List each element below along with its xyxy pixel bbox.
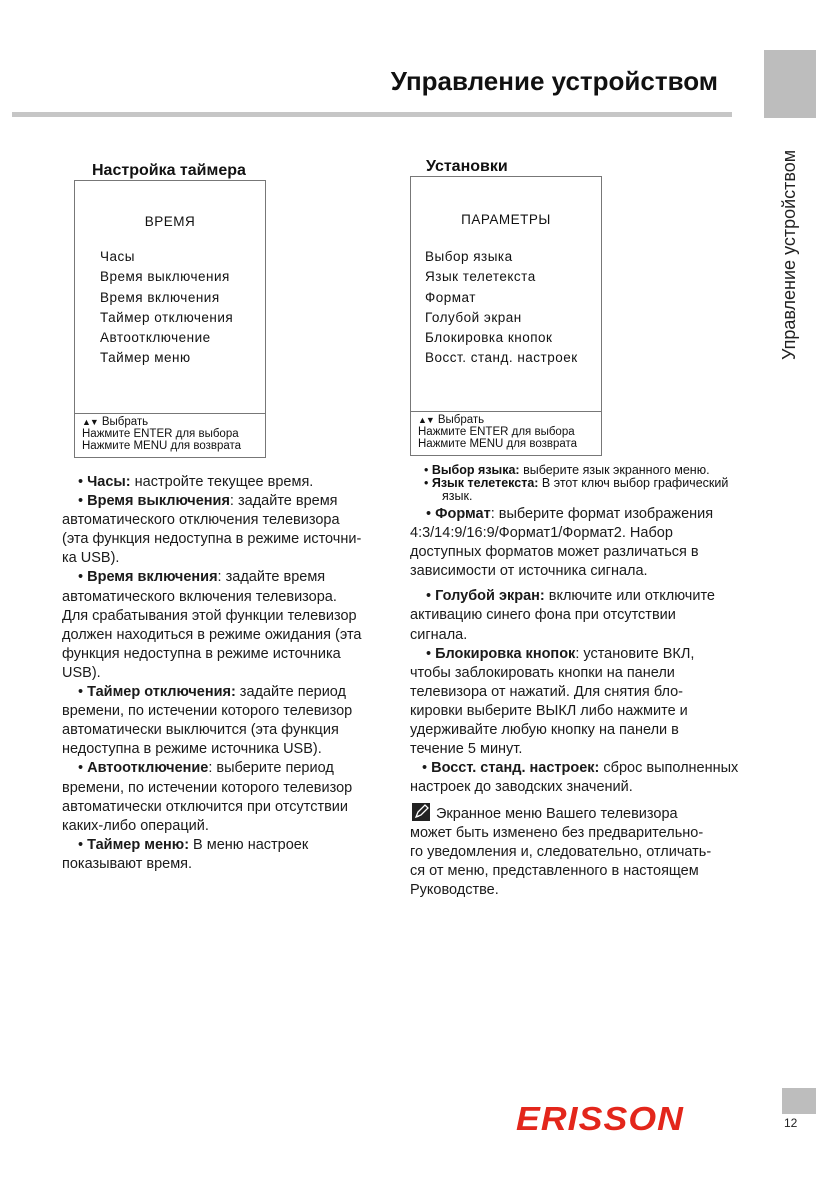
menu-item[interactable]: Язык телетекста: [425, 269, 536, 285]
menu-item[interactable]: Время выключения: [100, 269, 230, 285]
brand-logo: ERISSON: [516, 1100, 684, 1137]
settings-menu-heading: ПАРАМЕТРЫ: [461, 212, 551, 227]
menu-hint: Нажмите MENU для возврата: [418, 438, 578, 450]
page-number: 12: [784, 1116, 798, 1130]
paragraph: • Голубой экран: включите или отключите: [426, 588, 715, 605]
settings-menu-box: [410, 176, 602, 456]
timer-description: • Часы: настройте текущее время. • Время выключения: задайте время автоматического отключения телевизора (эта функция недоступна в режиме источни- ка USB). • Время включения: задайте время автоматического включения телевизора. Для срабатывания этой функции телевизор должен находиться в режиме ожидания (эта функция недоступна в режиме источника USB). • Таймер отключения: задайте период времени, по истечении которого телевизор автоматически выключится (эта функция недоступна в режиме источника USB). • Автоотключение: выберите период времени, по истечении которого телевизор автоматически отключится при отсутствии каких-либо операций. • Таймер меню: В меню настроек показывают время.: [62, 473, 384, 874]
settings-section-title: Установки: [426, 158, 508, 175]
timer-menu-box: [74, 180, 266, 458]
settings-short-bullets: • Выбор языка: выберите язык экранного меню. • Язык телетекста: В этот ключ выбор графический язык.: [424, 463, 729, 503]
header-rule: [12, 112, 732, 117]
note-pen-icon: [412, 803, 430, 821]
select-hint: Выбрать: [437, 414, 485, 426]
timer-menu-list: [100, 247, 233, 369]
paragraph: • Восст. станд. настроек: сброс выполненных: [422, 760, 739, 777]
menu-hint: Нажмите MENU для возврата: [82, 440, 242, 452]
paragraph: • Блокировка кнопок: установите ВКЛ,: [426, 645, 695, 662]
enter-hint: Нажмите ENTER для выбора: [82, 428, 239, 440]
menu-item[interactable]: Выбор языка: [425, 249, 513, 264]
menu-item[interactable]: Формат: [425, 289, 476, 305]
menu-item[interactable]: Восст. станд. настроек: [425, 350, 578, 366]
page-title: Управление устройством: [390, 66, 718, 96]
side-tab-top: [764, 50, 816, 118]
paragraph: • Время включения: задайте время: [78, 569, 326, 586]
timer-section-title: Настройка таймера: [92, 162, 246, 179]
paragraph: • Время выключения: задайте время: [78, 493, 338, 510]
settings-description: • Формат: выберите формат изображения 4:3/14:9/16:9/Формат1/Формат2. Набор доступных форматов может различаться в зависимости от источника сигнала. • Голубой экран: включите или отключите активацию синего фона при отсутствии сигнала. • Блокировка кнопок: установите ВКЛ, чтобы заблокировать кнопки на панели телевизора от нажатий. Для снятия бло- кировки выберите ВЫКЛ либо нажмите и удерживайте любую кнопку на панели в течение 5 минут. • Восст. станд. настроек: сброс выполненных настроек до заводских значений.: [410, 505, 770, 797]
select-hint: Выбрать: [101, 416, 149, 428]
menu-item[interactable]: Часы: [100, 249, 135, 264]
settings-menu-list: [425, 247, 578, 369]
note-block: Экранное меню Вашего телевизора может быть изменено без предварительно- го уведомления и, следовательно, отличать- ся от меню, представленного в настоящем Руководстве.: [410, 803, 770, 900]
enter-hint: Нажмите ENTER для выбора: [418, 426, 575, 438]
paragraph: • Таймер меню: В меню настроек: [78, 836, 309, 853]
up-down-arrows-icon: ▲▼: [418, 415, 434, 425]
menu-item[interactable]: Таймер меню: [100, 350, 191, 366]
paragraph: • Таймер отключения: задайте период: [78, 684, 347, 701]
menu-item[interactable]: Голубой экран: [425, 309, 522, 325]
menu-item[interactable]: Таймер отключения: [100, 309, 234, 325]
menu-item[interactable]: Автоотключение: [100, 330, 211, 346]
side-section-title: Управление устройством: [779, 149, 799, 360]
settings-menu-footer: [411, 411, 601, 455]
paragraph: • Формат: выберите формат изображения: [426, 506, 714, 522]
menu-item[interactable]: Время включения: [100, 289, 220, 305]
timer-menu-heading: ВРЕМЯ: [144, 214, 196, 229]
side-tab-bottom: [782, 1088, 816, 1114]
menu-item[interactable]: Блокировка кнопок: [425, 330, 553, 346]
up-down-arrows-icon: ▲▼: [82, 417, 98, 427]
timer-menu-footer: [75, 413, 265, 457]
paragraph: • Часы: настройте текущее время.: [78, 474, 314, 490]
paragraph: • Автоотключение: выберите период: [78, 760, 334, 777]
